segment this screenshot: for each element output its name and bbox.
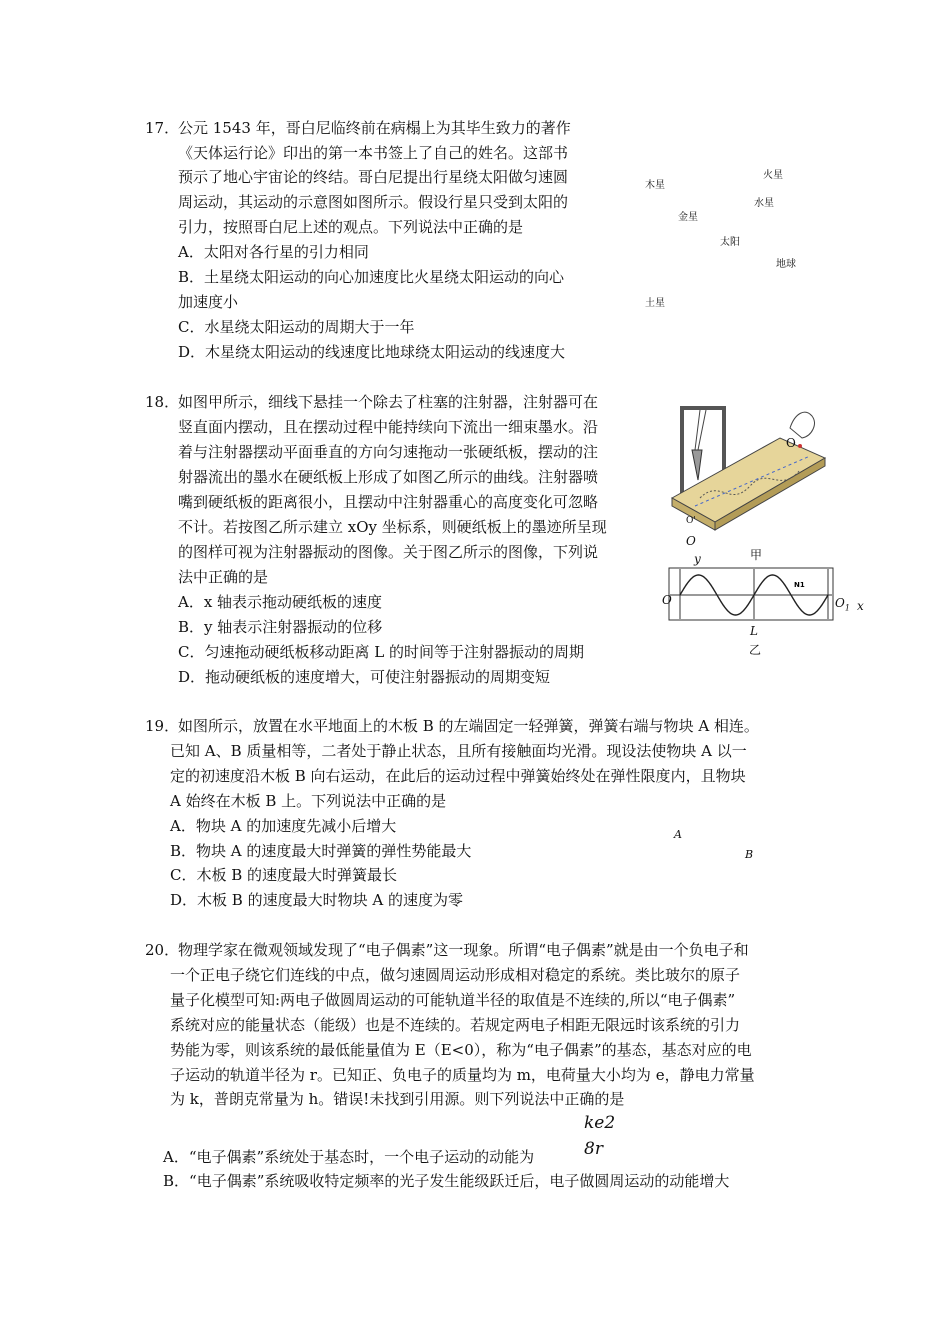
- q18-line-1: 如图甲所示，细线下悬挂一个除去了柱塞的注射器，注射器可在: [178, 393, 599, 411]
- label-earth: 地球: [776, 259, 796, 270]
- q18-label-o-left: O: [662, 593, 672, 607]
- q18-line-8: 法中正确的是: [178, 568, 269, 586]
- q17-line-2: 《天体运行论》印出的第一本书签上了自己的姓名。这部书: [178, 144, 569, 162]
- q17-line-5: 引力，按照哥白尼上述的观点。下列说法中正确的是: [178, 218, 524, 236]
- q18-label-l: L: [750, 624, 758, 638]
- q18-label-o1-main: O: [835, 596, 845, 610]
- q18-line-7: 的图样可视为注射器振动的图像。关于图乙所示的图像，下列说: [178, 543, 599, 561]
- q20-line-7: 为 k，普朗克常量为 h。错误!未找到引用源。则下列说法中正确的是: [170, 1090, 625, 1108]
- q20-option-b: B．“电子偶素”系统吸收特定频率的光子发生能级跃迁后，电子做圆周运动的动能增大: [163, 1172, 730, 1190]
- label-sun: 太阳: [720, 237, 740, 248]
- q17-option-a: A．太阳对各行星的引力相同: [178, 243, 369, 261]
- q18-figure-yi-trace: [668, 567, 834, 621]
- q19-option-d: D．木板 B 的速度最大时物块 A 的速度为零: [170, 891, 463, 909]
- q17-line-3: 预示了地心宇宙论的终结。哥白尼提出行星绕太阳做匀速圆: [178, 168, 569, 186]
- q20-line-6: 子运动的轨道半径为 r。已知正、负电子的质量均为 m，电荷量大小均为 e，静电力常量: [170, 1066, 755, 1084]
- q18-label-jia: 甲: [750, 548, 763, 562]
- q17-option-d: D．木星绕太阳运动的线速度比地球绕太阳运动的线速度大: [178, 343, 566, 361]
- q18-label-yi: 乙: [749, 643, 762, 657]
- q18-option-d: D．拖动硬纸板的速度增大，可使注射器振动的周期变短: [178, 668, 551, 686]
- q17-line-1: 公元 1543 年，哥白尼临终前在病榻上为其毕生致力的著作: [178, 119, 571, 137]
- q20-formula-denominator: 8r: [584, 1139, 603, 1159]
- q18-label-o-italic: O: [686, 534, 696, 548]
- label-mars: 火星: [763, 170, 783, 181]
- q18-label-o1-sub: 1: [844, 603, 850, 613]
- q19-line-2: 已知 A、B 质量相等，二者处于静止状态，且所有接触面均光滑。现设法使物块 A 以一: [170, 742, 747, 760]
- q18-number: 18．: [145, 393, 180, 411]
- q20-line-3: 量子化模型可知:两电子做圆周运动的可能轨道半径的取值是不连续的,所以“电子偶素”: [170, 991, 736, 1009]
- q18-line-6: 不计。若按图乙所示建立 xOy 坐标系，则硬纸板上的墨迹所呈现: [178, 518, 607, 536]
- q17-option-c: C．水星绕太阳运动的周期大于一年: [178, 318, 415, 336]
- q19-option-a: A．物块 A 的加速度先减小后增大: [170, 817, 397, 835]
- q18-line-3: 着与注射器摆动平面垂直的方向匀速拖动一张硬纸板，摆动的注: [178, 443, 599, 461]
- q19-line-1: 如图所示，放置在水平地面上的木板 B 的左端固定一轻弹簧，弹簧右端与物块 A 相连。: [178, 717, 759, 735]
- q19-label-a: A: [674, 828, 682, 841]
- q18-line-2: 竖直面内摆动，且在摆动过程中能持续向下流出一细束墨水。沿: [178, 418, 599, 436]
- q20-formula-numerator: ke2: [584, 1113, 616, 1133]
- q19-option-c: C．木板 B 的速度最大时弹簧最长: [170, 866, 398, 884]
- q20-option-a: A．“电子偶素”系统处于基态时，一个电子运动的动能为: [163, 1148, 535, 1166]
- label-jupiter: 木星: [645, 180, 665, 191]
- q18-option-b: B．y 轴表示注射器振动的位移: [178, 618, 383, 636]
- q20-number: 20．: [145, 941, 180, 959]
- q18-label-x: x: [857, 599, 864, 613]
- q19-option-b: B．物块 A 的速度最大时弹簧的弹性势能最大: [170, 842, 472, 860]
- q18-label-o-prime: O': [686, 516, 696, 526]
- q17-option-b: B．土星绕太阳运动的向心加速度比火星绕太阳运动的向心: [178, 268, 565, 286]
- q20-line-1: 物理学家在微观领域发现了“电子偶素”这一现象。所谓“电子偶素”就是由一个负电子和: [178, 941, 749, 959]
- q20-line-5: 势能为零，则该系统的最低能量值为 E（E<0），称为“电子偶素”的基态，基态对应的电: [170, 1041, 752, 1059]
- q19-number: 19．: [145, 717, 180, 735]
- q18-label-y: y: [694, 552, 701, 566]
- q17-option-b-cont: 加速度小: [178, 293, 239, 311]
- q17-line-4: 周运动，其运动的示意图如图所示。假设行星只受到太阳的: [178, 193, 569, 211]
- q19-label-b: B: [745, 848, 754, 861]
- q19-line-4: A 始终在木板 B 上。下列说法中正确的是: [170, 792, 447, 810]
- q18-label-n1: N1: [794, 581, 805, 589]
- q18-line-5: 嘴到硬纸板的距离很小，且摆动中注射器重心的高度变化可忽略: [178, 493, 599, 511]
- label-venus: 金星: [678, 212, 698, 223]
- q18-option-a: A．x 轴表示拖动硬纸板的速度: [178, 593, 383, 611]
- q20-line-2: 一个正电子绕它们连线的中点，做匀速圆周运动形成相对稳定的系统。类比玻尔的原子: [170, 966, 741, 984]
- q17-number: 17．: [145, 119, 180, 137]
- label-saturn: 土星: [645, 298, 665, 309]
- q20-line-4: 系统对应的能量状态（能级）也是不连续的。若规定两电子相距无限远时该系统的引力: [170, 1016, 741, 1034]
- q19-line-3: 定的初速度沿木板 B 向右运动，在此后的运动过程中弹簧始终处在弹性限度内，且物块: [170, 767, 746, 785]
- q18-line-4: 射器流出的墨水在硬纸板上形成了如图乙所示的曲线。注射器喷: [178, 468, 599, 486]
- q18-label-o1: [835, 597, 850, 612]
- q18-option-c: C．匀速拖动硬纸板移动距离 L 的时间等于注射器振动的周期: [178, 643, 584, 661]
- label-mercury: 水星: [754, 198, 774, 209]
- q18-label-o-top: O: [786, 436, 796, 450]
